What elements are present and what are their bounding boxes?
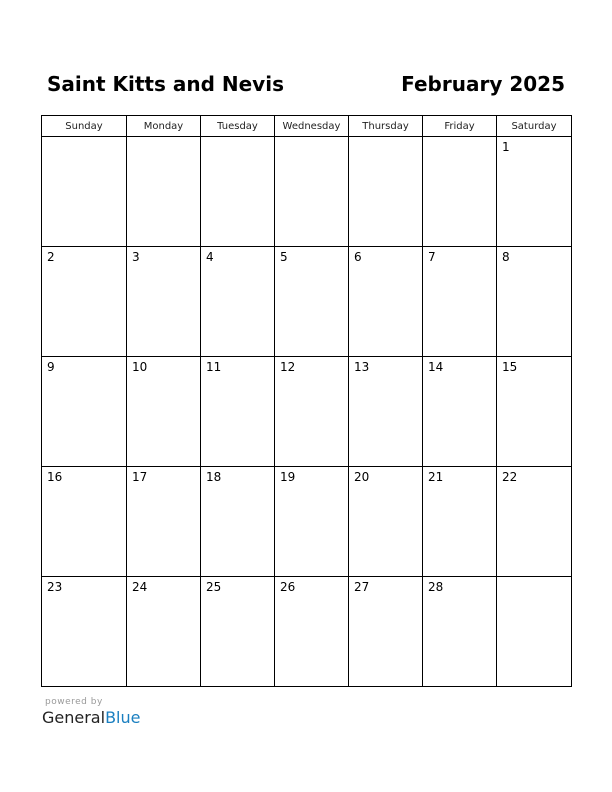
day-cell bbox=[497, 247, 572, 357]
weekday-header-saturday: Saturday bbox=[497, 116, 572, 137]
day-number: 18 bbox=[206, 470, 222, 484]
day-cell bbox=[497, 357, 572, 467]
day-cell bbox=[275, 137, 349, 247]
day-cell bbox=[127, 577, 201, 687]
day-cell bbox=[201, 577, 275, 687]
weekday-header-sunday: Sunday bbox=[42, 116, 127, 137]
day-number: 9 bbox=[47, 360, 55, 374]
day-cell bbox=[201, 357, 275, 467]
day-number: 22 bbox=[502, 470, 518, 484]
calendar-grid bbox=[41, 115, 572, 687]
day-number: 7 bbox=[428, 250, 436, 264]
day-number: 12 bbox=[280, 360, 296, 374]
day-cell bbox=[42, 467, 127, 577]
day-cell bbox=[275, 357, 349, 467]
day-number: 13 bbox=[354, 360, 370, 374]
day-number: 21 bbox=[428, 470, 444, 484]
day-cell bbox=[423, 247, 497, 357]
week-row bbox=[42, 357, 572, 467]
day-number bbox=[201, 137, 274, 140]
day-cell bbox=[42, 357, 127, 467]
day-number: 3 bbox=[132, 250, 140, 264]
day-number: 15 bbox=[502, 360, 518, 374]
week-row bbox=[42, 137, 572, 247]
day-cell bbox=[497, 467, 572, 577]
day-cell bbox=[497, 137, 572, 247]
weekday-header-tuesday: Tuesday bbox=[201, 116, 275, 137]
day-number: 14 bbox=[428, 360, 444, 374]
day-cell bbox=[275, 247, 349, 357]
day-cell bbox=[423, 357, 497, 467]
day-number: 19 bbox=[280, 470, 296, 484]
day-cell bbox=[349, 247, 423, 357]
brand-general-text: General bbox=[42, 708, 106, 727]
day-number: 5 bbox=[280, 250, 288, 264]
day-number: 6 bbox=[354, 250, 362, 264]
weekday-header-monday: Monday bbox=[127, 116, 201, 137]
day-cell bbox=[349, 137, 423, 247]
day-number: 17 bbox=[132, 470, 148, 484]
weekday-header-thursday: Thursday bbox=[349, 116, 423, 137]
day-cell bbox=[127, 247, 201, 357]
week-row bbox=[42, 247, 572, 357]
day-number: 25 bbox=[206, 580, 222, 594]
day-number bbox=[497, 577, 571, 580]
day-cell bbox=[42, 247, 127, 357]
week-row bbox=[42, 467, 572, 577]
calendar-month-title: February 2025 bbox=[401, 72, 565, 96]
weekday-header-wednesday: Wednesday bbox=[275, 116, 349, 137]
generalblue-logo[interactable] bbox=[42, 707, 140, 729]
week-row bbox=[42, 577, 572, 687]
day-cell bbox=[42, 577, 127, 687]
day-cell bbox=[201, 247, 275, 357]
weekday-header-friday: Friday bbox=[423, 116, 497, 137]
powered-by-label: powered by bbox=[45, 697, 103, 707]
day-number: 2 bbox=[47, 250, 55, 264]
day-cell bbox=[127, 137, 201, 247]
day-number: 20 bbox=[354, 470, 370, 484]
day-cell bbox=[201, 137, 275, 247]
day-number: 23 bbox=[47, 580, 63, 594]
calendar-country-title: Saint Kitts and Nevis bbox=[47, 72, 284, 96]
day-cell bbox=[275, 577, 349, 687]
day-number bbox=[349, 137, 422, 140]
day-number bbox=[423, 137, 496, 140]
day-number bbox=[42, 137, 126, 140]
day-number: 26 bbox=[280, 580, 296, 594]
day-cell bbox=[201, 467, 275, 577]
weekday-header-row bbox=[42, 116, 572, 137]
day-number: 4 bbox=[206, 250, 214, 264]
day-cell bbox=[42, 137, 127, 247]
day-cell bbox=[497, 577, 572, 687]
brand-blue-text: Blue bbox=[105, 708, 141, 727]
day-number: 24 bbox=[132, 580, 148, 594]
day-cell bbox=[127, 357, 201, 467]
day-cell bbox=[423, 137, 497, 247]
day-cell bbox=[127, 467, 201, 577]
day-number bbox=[127, 137, 200, 140]
day-number: 16 bbox=[47, 470, 63, 484]
day-number: 27 bbox=[354, 580, 370, 594]
day-cell bbox=[349, 467, 423, 577]
day-cell bbox=[275, 467, 349, 577]
day-cell bbox=[349, 577, 423, 687]
day-number: 11 bbox=[206, 360, 222, 374]
day-number bbox=[275, 137, 348, 140]
day-number: 8 bbox=[502, 250, 510, 264]
day-number: 1 bbox=[502, 140, 510, 154]
day-number: 10 bbox=[132, 360, 148, 374]
day-number: 28 bbox=[428, 580, 444, 594]
day-cell bbox=[423, 577, 497, 687]
day-cell bbox=[349, 357, 423, 467]
day-cell bbox=[423, 467, 497, 577]
